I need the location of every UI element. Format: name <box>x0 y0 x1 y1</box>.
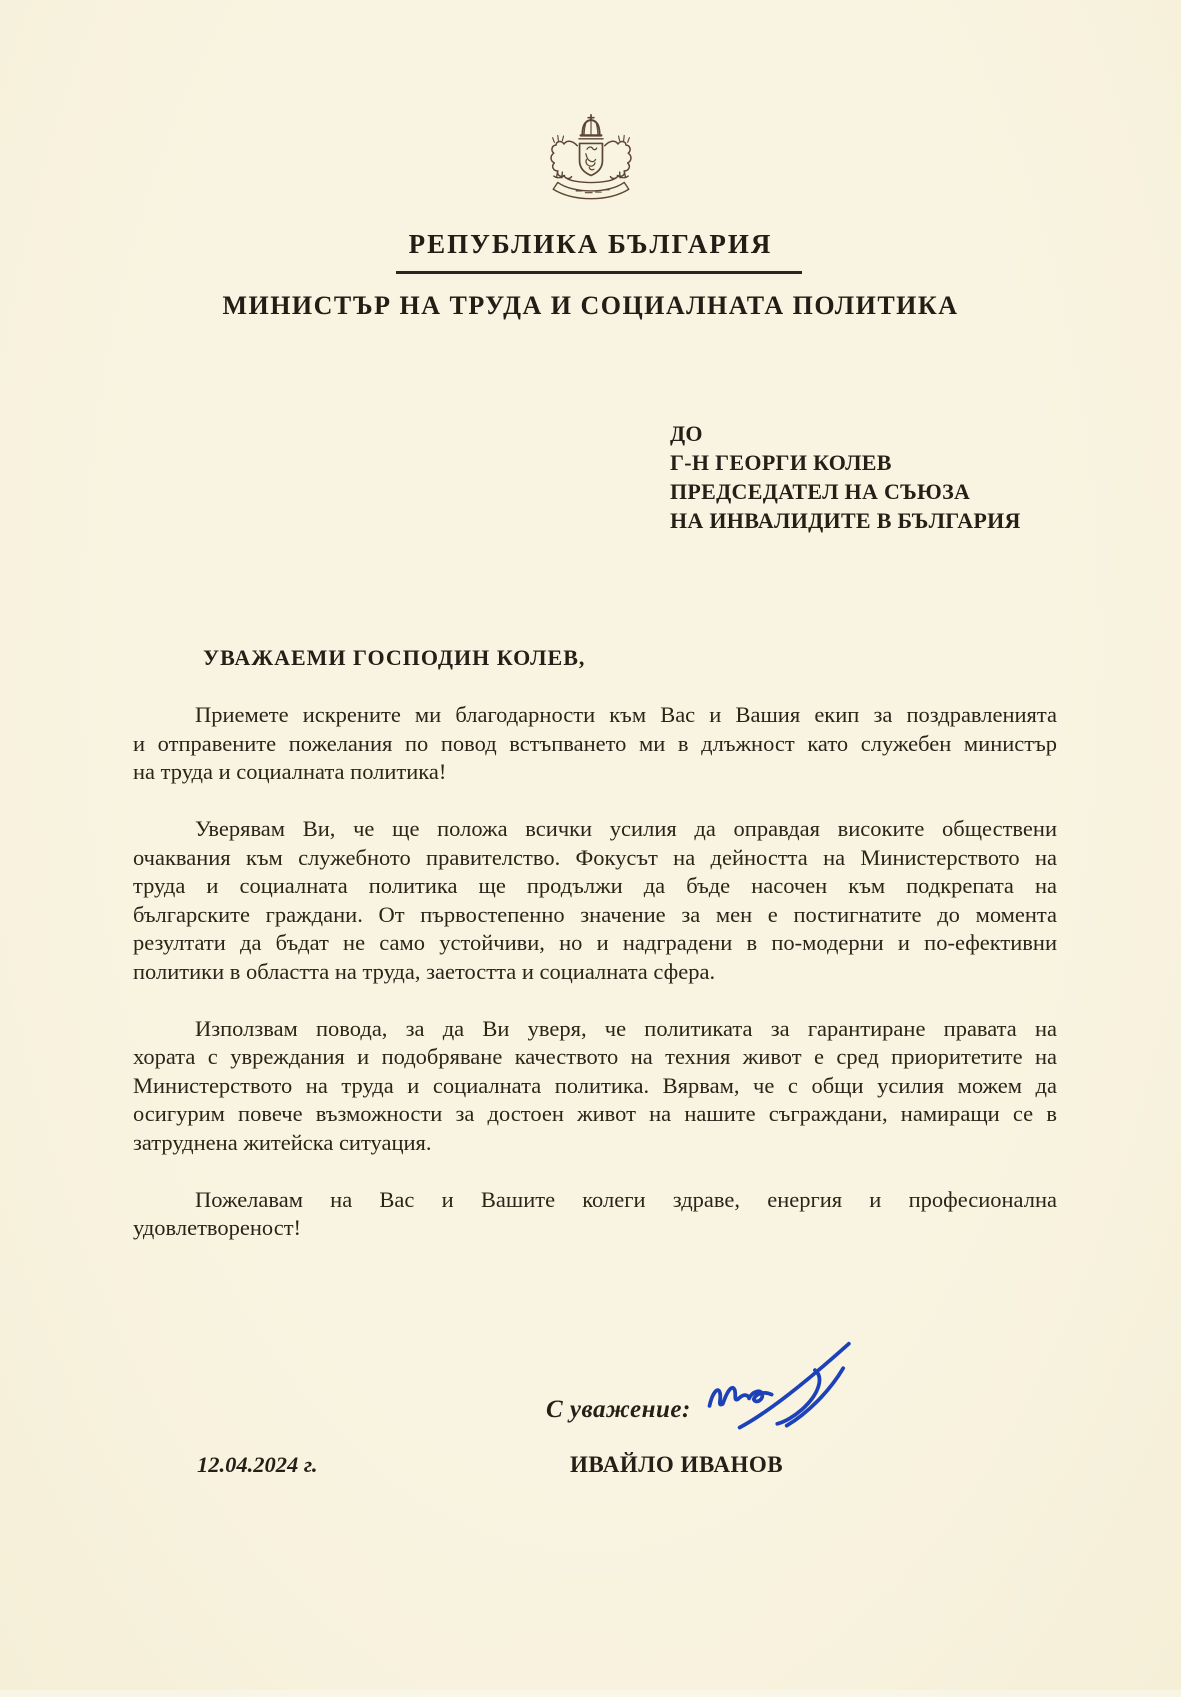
body-line: Пожелавам на Вас и Вашите колеги здраве, енергия и професионална <box>195 1186 1057 1212</box>
recipient-line: Г-Н ГЕОРГИ КОЛЕВ <box>670 450 892 475</box>
paragraph <box>133 815 1057 986</box>
paragraph <box>133 701 1057 787</box>
letter-body <box>133 701 1057 1271</box>
salutation: УВАЖАЕМИ ГОСПОДИН КОЛЕВ, <box>203 645 586 670</box>
recipient-line: НА ИНВАЛИДИТЕ В БЪЛГАРИЯ <box>670 508 1021 533</box>
body-line: Уверявам Ви, че ще положа всички усилия да оправдая високите обществени <box>195 816 1057 841</box>
paragraph <box>133 1015 1057 1158</box>
recipient-line: ПРЕДСЕДАТЕЛ НА СЪЮЗА <box>670 479 971 504</box>
body-line: удовлетвореност! <box>133 1215 302 1240</box>
body-line: резултати да бъдат не само устойчиви, но и надградени в по-модерни и по-ефективни <box>133 930 1057 955</box>
closing-label: С уважение: <box>546 1396 691 1423</box>
body-line: очаквания към служебното правителство. Фокусът на дейността на Министерството на <box>133 844 1057 870</box>
body-line: Използвам повода, за да Ви уверя, че политиката за гарантиране правата на <box>195 1015 1057 1041</box>
handwritten-signature-icon <box>702 1336 862 1445</box>
signer-name: ИВАЙЛО ИВАНОВ <box>570 1452 784 1477</box>
body-line: затруднена житейска ситуация. <box>133 1129 432 1155</box>
body-line: хората с увреждания и подобряване качеството на техния живот е сред приоритетите на <box>133 1044 1057 1069</box>
recipient-block <box>670 419 1021 535</box>
body-line: Приемете искрените ми благодарности към Вас и Вашия екип за поздравленията <box>195 702 1057 727</box>
body-line: политики в областта на труда, заетостта и социалната сфера. <box>133 958 716 984</box>
letterhead-divider <box>396 271 802 274</box>
letter-date: 12.04.2024 г. <box>197 1452 318 1477</box>
body-line: на труда и социалната политика! <box>133 759 447 784</box>
recipient-line: ДО <box>670 421 703 446</box>
body-line: и отправените пожелания по повод встъпването ми в длъжност като служебен министър <box>133 730 1057 756</box>
bulgaria-coat-of-arms-icon <box>528 110 654 230</box>
letterhead-republic-title: РЕПУБЛИКА БЪЛГАРИЯ <box>408 229 773 259</box>
body-line: българските граждани. От първостепенно значение за мен е постигнатите до момента <box>133 901 1057 927</box>
paragraph <box>133 1186 1057 1243</box>
letterhead-minister-title: МИНИСТЪР НА ТРУДА И СОЦИАЛНАТА ПОЛИТИКА <box>222 291 959 320</box>
body-line: осигурим повече възможности за достоен живот на нашите съграждани, намиращи се в <box>133 1101 1057 1126</box>
body-line: Министерството на труда и социалната политика. Вярвам, че с общи усилия можем да <box>133 1072 1057 1098</box>
body-line: труда и социалната политика ще продължи да бъде насочен към подкрепата на <box>133 873 1057 898</box>
